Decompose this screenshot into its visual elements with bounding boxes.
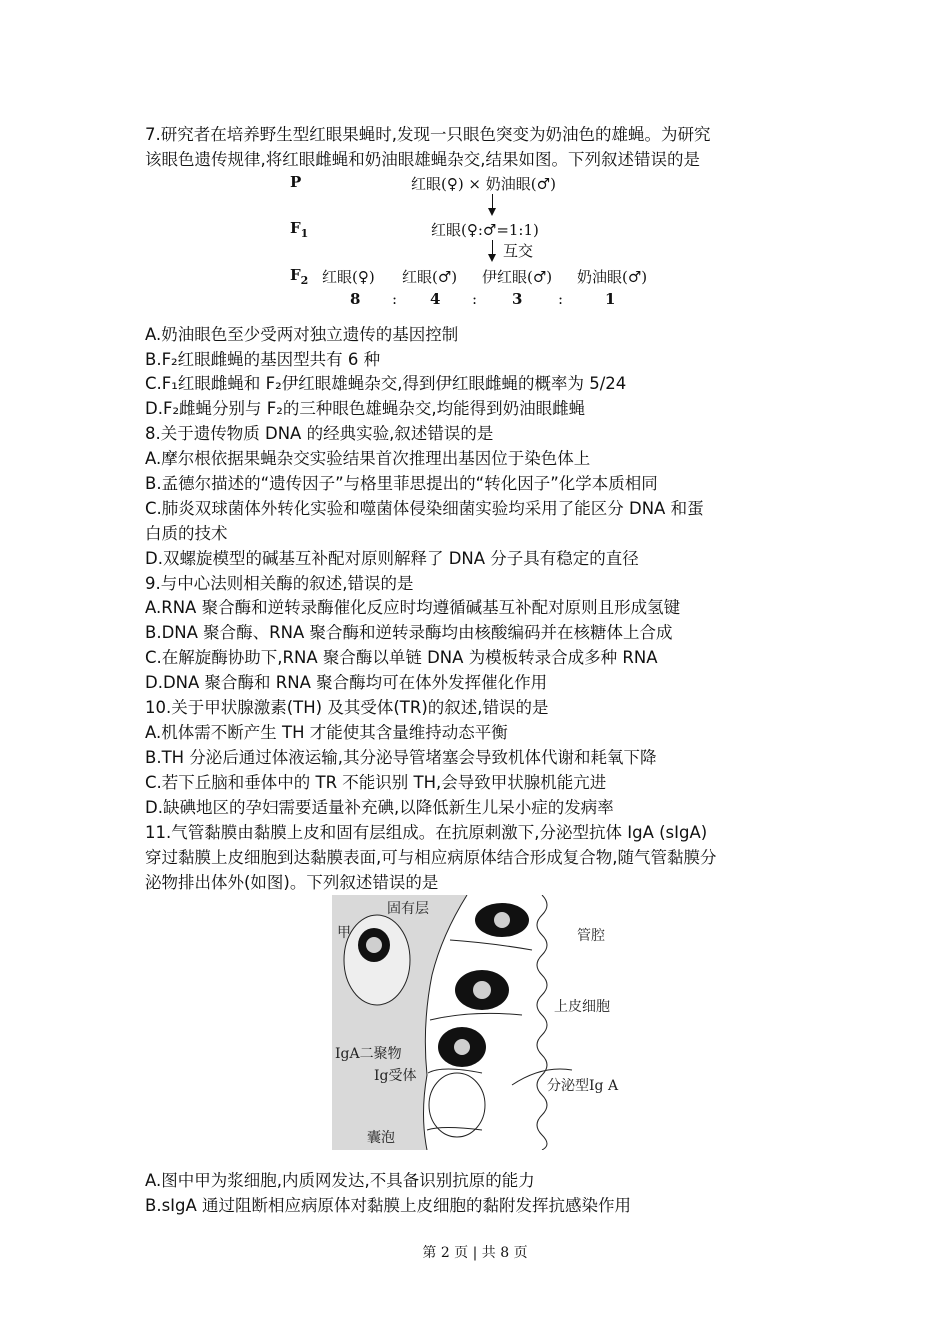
label-secretory-iga: 分泌型Ig A [547, 1078, 619, 1094]
q10-option-c: C.若下丘脑和垂体中的 TR 不能识别 TH,会导致甲状腺机能亢进 [145, 773, 607, 792]
f2-type: 红眼(♂) [402, 268, 458, 286]
q11-stem-line3: 泌物排出体外(如图)。下列叙述错误的是 [145, 873, 439, 892]
q9-option-a: A.RNA 聚合酶和逆转录酶催化反应时均遵循碱基互补配对原则且形成氢键 [145, 598, 681, 617]
q8-option-c-cont: 白质的技术 [145, 524, 228, 543]
label-lamina-propria: 固有层 [387, 901, 429, 917]
p-label: P [290, 173, 302, 191]
arrow-down-icon [492, 194, 493, 214]
q8-option-a: A.摩尔根依据果蝇杂交实验结果首次推理出基因位于染色体上 [145, 449, 591, 468]
label-iga-dimer: IgA二聚物 [335, 1046, 402, 1062]
q9-option-c: C.在解旋酶协助下,RNA 聚合酶以单链 DNA 为模板转录合成多种 RNA [145, 648, 658, 667]
f2-type: 奶油眼(♂) [577, 268, 648, 286]
label-ig-receptor: Ig受体 [374, 1068, 417, 1084]
ratio-value: 8 [350, 290, 361, 308]
cross-label: 互交 [503, 242, 534, 260]
ratio-value: 1 [605, 290, 616, 308]
ratio-value: 4 [430, 290, 441, 308]
q10-option-d: D.缺碘地区的孕妇需要适量补充碘,以降低新生儿呆小症的发病率 [145, 798, 614, 817]
q9-stem: 9.与中心法则相关酶的叙述,错误的是 [145, 574, 414, 593]
label-epithelial-cell: 上皮细胞 [554, 999, 610, 1015]
q11-stem-line1: 11.气管黏膜由黏膜上皮和固有层组成。在抗原刺激下,分泌型抗体 IgA (sIgA) [145, 823, 708, 842]
q8-option-b: B.孟德尔描述的“遗传因子”与格里菲思提出的“转化因子”化学本质相同 [145, 474, 658, 493]
q11-option-a: A.图中甲为浆细胞,内质网发达,不具备识别抗原的能力 [145, 1171, 535, 1190]
ratio-sep: : [392, 290, 398, 308]
f2-label: $F_2$ [290, 266, 309, 287]
f2-type: 红眼(♀) [322, 268, 375, 286]
q11-stem-line2: 穿过黏膜上皮细胞到达黏膜表面,可与相应病原体结合形成复合物,随气管黏膜分 [145, 848, 717, 867]
q8-stem: 8.关于遗传物质 DNA 的经典实验,叙述错误的是 [145, 424, 494, 443]
q8-option-d: D.双螺旋模型的碱基互补配对原则解释了 DNA 分子具有稳定的直径 [145, 549, 639, 568]
ratio-sep: : [472, 290, 478, 308]
label-vesicle: 囊泡 [367, 1130, 395, 1146]
q7-option-d: D.F₂雌蝇分别与 F₂的三种眼色雄蝇杂交,均能得到奶油眼雌蝇 [145, 399, 586, 418]
mucosa-figure [332, 895, 622, 1150]
q7-option-a: A.奶油眼色至少受两对独立遗传的基因控制 [145, 325, 459, 344]
f1-text: 红眼(♀:♂=1:1) [431, 221, 539, 239]
q8-option-c: C.肺炎双球菌体外转化实验和噬菌体侵染细菌实验均采用了能区分 DNA 和蛋 [145, 499, 704, 518]
f2-type: 伊红眼(♂) [482, 268, 553, 286]
q7-option-b: B.F₂红眼雌蝇的基因型共有 6 种 [145, 350, 381, 369]
q9-option-d: D.DNA 聚合酶和 RNA 聚合酶均可在体外发挥催化作用 [145, 673, 548, 692]
q7-stem-line1: 7.研究者在培养野生型红眼果蝇时,发现一只眼色突变为奶油色的雄蝇。为研究 [145, 125, 711, 144]
q7-stem-line2: 该眼色遗传规律,将红眼雌蝇和奶油眼雄蝇杂交,结果如图。下列叙述错误的是 [145, 150, 700, 169]
q11-option-b: B.sIgA 通过阻断相应病原体对黏膜上皮细胞的黏附发挥抗感染作用 [145, 1196, 632, 1215]
q10-option-b: B.TH 分泌后通过体液运输,其分泌导管堵塞会导致机体代谢和耗氧下降 [145, 748, 657, 767]
arrow-down-icon [492, 240, 493, 260]
p-cross: 红眼(♀) × 奶油眼(♂) [411, 175, 556, 193]
ratio-sep: : [558, 290, 564, 308]
page-footer: 第 2 页 | 共 8 页 [422, 1245, 528, 1261]
ratio-value: 3 [512, 290, 523, 308]
label-jia: 甲 [337, 925, 351, 941]
q10-stem: 10.关于甲状腺激素(TH) 及其受体(TR)的叙述,错误的是 [145, 698, 549, 717]
label-lumen: 管腔 [577, 928, 605, 944]
f1-label: $F_1$ [290, 219, 309, 240]
q7-option-c: C.F₁红眼雌蝇和 F₂伊红眼雄蝇杂交,得到伊红眼雌蝇的概率为 5/24 [145, 374, 627, 393]
q10-option-a: A.机体需不断产生 TH 才能使其含量维持动态平衡 [145, 723, 508, 742]
q9-option-b: B.DNA 聚合酶、RNA 聚合酶和逆转录酶均由核酸编码并在核糖体上合成 [145, 623, 673, 642]
